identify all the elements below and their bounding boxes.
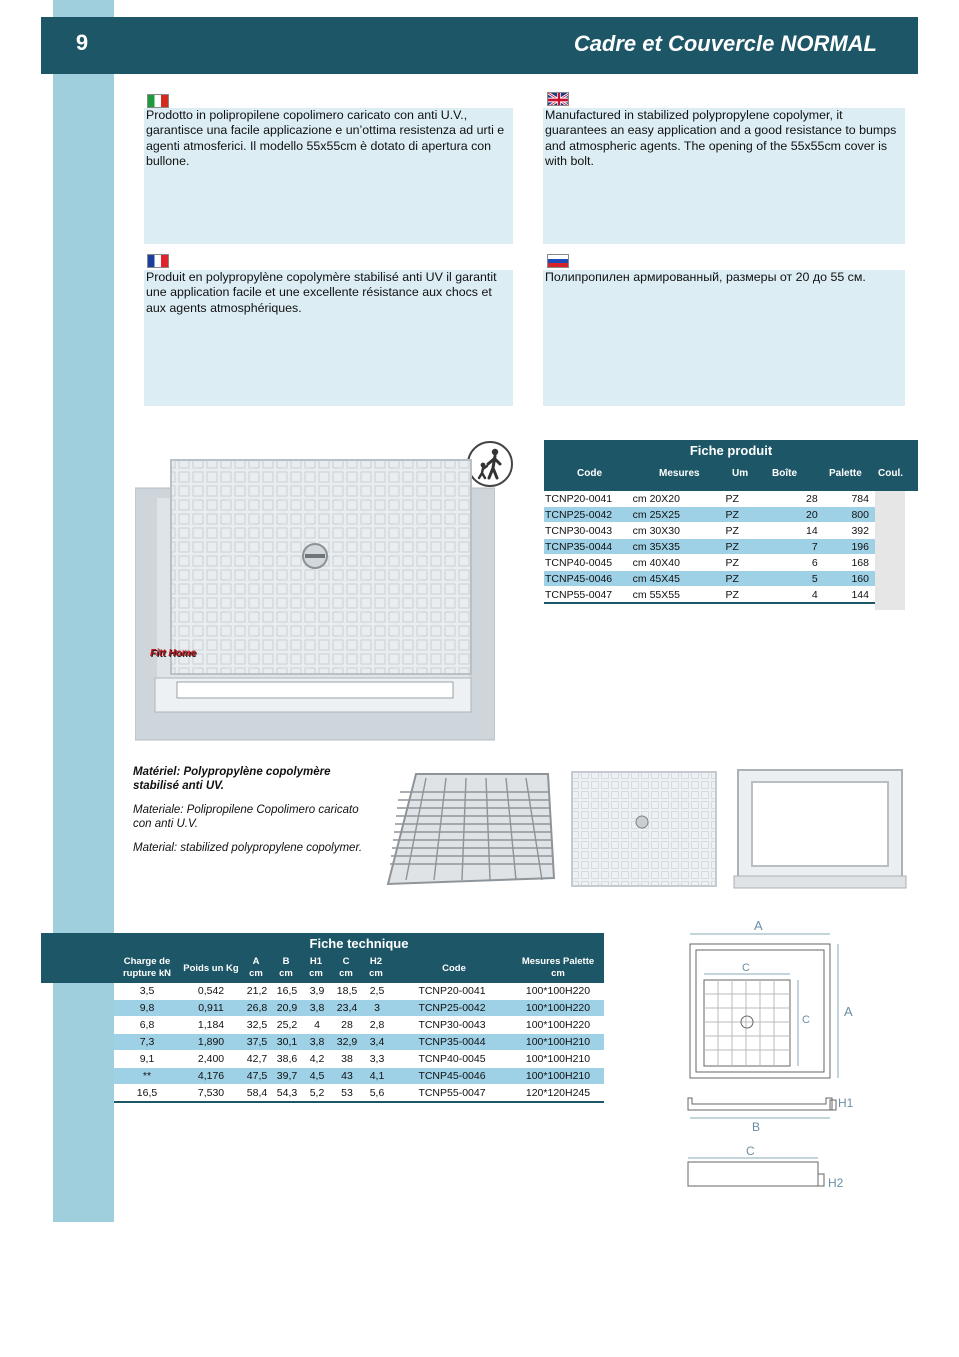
table-row [114, 1000, 604, 1017]
table-cell: 30,1 [272, 1034, 302, 1051]
table-cell: 3,8 [302, 1034, 332, 1051]
table-cell: 4,1 [362, 1068, 392, 1085]
table-cell: 100*100H220 [512, 983, 604, 1000]
description-en: Manufactured in stabilized polypropylene copolymer, it guarantees an easy application and a good resistance to bumps and atmospheric agents. The opening of the 55x55cm cover is with bolt. [545, 108, 897, 169]
table-cell: 47,5 [242, 1068, 272, 1085]
table-cell: PZ [724, 555, 768, 571]
table-cell: TCNP20-0041 [544, 491, 632, 507]
table-cell: 16,5 [272, 983, 302, 1000]
table-cell: TCNP55-0047 [392, 1085, 512, 1103]
table-cell: TCNP35-0044 [392, 1034, 512, 1051]
table-cell: 4,2 [302, 1051, 332, 1068]
table-cell: 392 [824, 523, 875, 539]
table-cell: 5 [768, 571, 823, 587]
table-cell: 2,8 [362, 1017, 392, 1034]
table-cell: PZ [724, 491, 768, 507]
brand-logo: Fitt Home [150, 648, 197, 659]
col-mesures: Mesures [659, 468, 700, 479]
material-en: Material: stabilized polypropylene copolymer. [133, 842, 363, 854]
table-cell: TCNP55-0047 [544, 587, 632, 604]
table-cell: TCNP45-0046 [544, 571, 632, 587]
table-cell: 2,400 [180, 1051, 242, 1068]
table-cell: 9,1 [114, 1051, 180, 1068]
material-block [133, 766, 373, 856]
table-cell: 100*100H220 [512, 1017, 604, 1034]
france-flag-icon [147, 254, 169, 268]
table-row [544, 555, 875, 571]
table-cell: 0,911 [180, 1000, 242, 1017]
col-c: C cm [339, 956, 353, 979]
table-row [114, 1017, 604, 1034]
table-cell: TCNP30-0043 [392, 1017, 512, 1034]
page-number: 9 [75, 30, 89, 55]
table-cell: 3,3 [362, 1051, 392, 1068]
table-cell: 16,5 [114, 1085, 180, 1103]
manhole-cover-main-image [135, 456, 495, 742]
col-mesures-palette: Mesures Palette cm [521, 956, 595, 979]
table-row [544, 587, 875, 604]
table-cell: 2,5 [362, 983, 392, 1000]
table-row [544, 507, 875, 523]
fiche-produit-header [544, 440, 918, 491]
dim-label-c-side: C [802, 1014, 810, 1026]
material-it: Materiale: Polipropilene Copolimero caricato con anti U.V. [133, 804, 359, 830]
table-cell: 54,3 [272, 1085, 302, 1103]
fiche-technique-title: Fiche technique [309, 936, 409, 951]
table-cell: 6 [768, 555, 823, 571]
table-cell: 18,5 [332, 983, 362, 1000]
table-cell: TCNP40-0045 [392, 1051, 512, 1068]
table-row [114, 983, 604, 1000]
table-cell: TCNP30-0043 [544, 523, 632, 539]
russia-flag-icon [547, 254, 569, 268]
fiche-produit-title: Fiche produit [689, 443, 773, 458]
table-cell: 28 [332, 1017, 362, 1034]
col-h1: H1 cm [309, 956, 323, 979]
table-cell: 100*100H210 [512, 1051, 604, 1068]
dim-label-a-top: A [754, 918, 763, 933]
table-cell: 160 [824, 571, 875, 587]
table-row [544, 539, 875, 555]
table-cell: 3 [362, 1000, 392, 1017]
dim-label-c-top: C [742, 962, 750, 974]
grating-cover-image [386, 770, 556, 888]
table-cell: 42,7 [242, 1051, 272, 1068]
left-color-strip [53, 0, 114, 1222]
table-cell: 5,6 [362, 1085, 392, 1103]
description-fr: Produit en polypropylène copolymère stabilisé anti UV il garantit une application facile et une excellente résistance aux chocs et aux agents atmosphériques. [146, 270, 497, 315]
table-cell: 4 [302, 1017, 332, 1034]
table-cell: 53 [332, 1085, 362, 1103]
col-charge: Charge de rupture kN [122, 956, 172, 979]
fiche-technique-header [114, 933, 604, 983]
table-cell: 37,5 [242, 1034, 272, 1051]
table-cell: 4,176 [180, 1068, 242, 1085]
dim-label-h2: H2 [828, 1176, 844, 1190]
table-cell: cm 35X35 [632, 539, 725, 555]
table-cell: cm 55X55 [632, 587, 725, 604]
table-row [544, 523, 875, 539]
col-coul: Coul. [878, 468, 903, 479]
table-cell: 21,2 [242, 983, 272, 1000]
table-cell: 3,9 [302, 983, 332, 1000]
table-cell: cm 20X20 [632, 491, 725, 507]
table-cell: 4 [768, 587, 823, 604]
table-cell: 196 [824, 539, 875, 555]
tech-header-strip [41, 933, 114, 983]
col-palette: Palette [829, 468, 862, 479]
table-row [544, 491, 875, 507]
table-cell: 26,8 [242, 1000, 272, 1017]
description-ru: Полипропилен армированный, размеры от 20 до 55 см. [545, 270, 866, 284]
table-cell: 25,2 [272, 1017, 302, 1034]
description-box-it [144, 108, 513, 244]
table-cell: 0,542 [180, 983, 242, 1000]
table-cell: PZ [724, 571, 768, 587]
table-cell: 7,3 [114, 1034, 180, 1051]
table-cell: 3,5 [114, 983, 180, 1000]
table-cell: cm 30X30 [632, 523, 725, 539]
frame-image [732, 768, 908, 892]
table-row [114, 1051, 604, 1068]
table-cell: 120*120H245 [512, 1085, 604, 1103]
table-cell: 144 [824, 587, 875, 604]
table-cell: 32,9 [332, 1034, 362, 1051]
col-a: A cm [249, 956, 263, 979]
table-cell: 3,4 [362, 1034, 392, 1051]
col-b: B cm [279, 956, 293, 979]
col-poids: Poids un Kg [183, 963, 239, 974]
table-cell: 7,530 [180, 1085, 242, 1103]
table-cell: 6,8 [114, 1017, 180, 1034]
table-cell: 7 [768, 539, 823, 555]
table-row [114, 1085, 604, 1103]
dim-label-a-side: A [844, 1004, 853, 1019]
table-cell: 1,184 [180, 1017, 242, 1034]
table-cell: PZ [724, 523, 768, 539]
table-cell: 28 [768, 491, 823, 507]
description-box-ru [543, 270, 905, 406]
material-fr: Matériel: Polypropylène copolymère stabilisé anti UV. [133, 766, 331, 792]
table-cell: 1,890 [180, 1034, 242, 1051]
table-cell: TCNP25-0042 [544, 507, 632, 523]
dim-label-h1: H1 [838, 1096, 854, 1110]
table-cell: cm 40X40 [632, 555, 725, 571]
description-box-en [543, 108, 905, 244]
table-cell: TCNP25-0042 [392, 1000, 512, 1017]
page-title: Cadre et Couvercle NORMAL [573, 31, 877, 56]
table-cell: 9,8 [114, 1000, 180, 1017]
dim-label-c-bottom: C [746, 1144, 755, 1158]
table-cell: 168 [824, 555, 875, 571]
table-row [114, 1034, 604, 1051]
fiche-technique-table [114, 983, 604, 1103]
table-cell: 14 [768, 523, 823, 539]
col-um: Um [732, 468, 749, 479]
plain-cover-image [570, 770, 718, 888]
table-cell: PZ [724, 507, 768, 523]
coul-column-bg [875, 491, 905, 610]
table-cell: 58,4 [242, 1085, 272, 1103]
table-cell: TCNP40-0045 [544, 555, 632, 571]
col-boite: Boîte [772, 468, 797, 479]
table-cell: 4,5 [302, 1068, 332, 1085]
italy-flag-icon [147, 94, 169, 108]
table-cell: 43 [332, 1068, 362, 1085]
uk-flag-icon [547, 92, 569, 106]
table-cell: 3,8 [302, 1000, 332, 1017]
table-cell: cm 45X45 [632, 571, 725, 587]
table-cell: TCNP35-0044 [544, 539, 632, 555]
col-code: Code [442, 963, 466, 974]
table-cell: 32,5 [242, 1017, 272, 1034]
table-cell: TCNP45-0046 [392, 1068, 512, 1085]
table-cell: 23,4 [332, 1000, 362, 1017]
table-cell: 784 [824, 491, 875, 507]
table-cell: ** [114, 1068, 180, 1085]
table-row [114, 1068, 604, 1085]
table-cell: 20,9 [272, 1000, 302, 1017]
dim-label-b: B [752, 1120, 761, 1134]
table-cell: 100*100H210 [512, 1068, 604, 1085]
fiche-produit-table [544, 491, 875, 604]
table-cell: 100*100H220 [512, 1000, 604, 1017]
table-cell: 38 [332, 1051, 362, 1068]
table-cell: TCNP20-0041 [392, 983, 512, 1000]
table-cell: PZ [724, 587, 768, 604]
table-cell: PZ [724, 539, 768, 555]
col-code: Code [577, 468, 602, 479]
table-cell: cm 25X25 [632, 507, 725, 523]
table-cell: 20 [768, 507, 823, 523]
table-cell: 39,7 [272, 1068, 302, 1085]
table-cell: 38,6 [272, 1051, 302, 1068]
table-cell: 800 [824, 507, 875, 523]
table-cell: 100*100H210 [512, 1034, 604, 1051]
table-row [544, 571, 875, 587]
description-box-fr [144, 270, 513, 406]
col-h2: H2 cm [369, 956, 383, 979]
dimension-diagram [684, 918, 860, 1194]
description-it: Prodotto in polipropilene copolimero caricato con anti U.V., garantisce una facile applicazione e un’ottima resistenza ad urti e agenti atmosferici. Il modello 55x55cm è dotato di apertura con bullone. [146, 108, 505, 169]
table-cell: 5,2 [302, 1085, 332, 1103]
